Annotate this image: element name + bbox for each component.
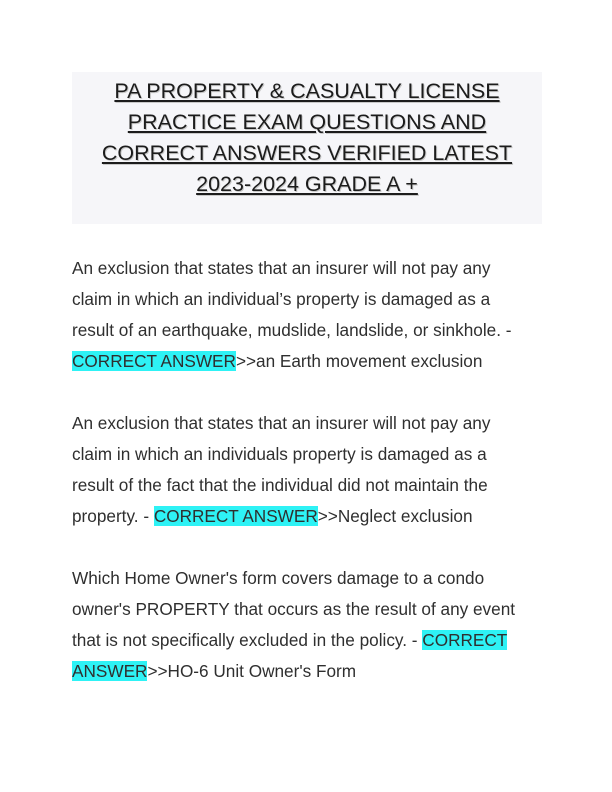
title-line-4: 2023-2024 GRADE A +	[196, 172, 418, 196]
question-text-line: result of the fact that the individual did not maintain the	[72, 475, 488, 495]
document-body	[72, 253, 542, 718]
answer-line	[72, 346, 542, 377]
question-text-line: result of an earthquake, mudslide, landslide, or sinkhole. -	[72, 320, 512, 340]
question-text-line: claim in which an individual’s property is damaged as a	[72, 289, 491, 309]
answer-text: >>an Earth movement exclusion	[235, 351, 483, 371]
correct-answer-highlight: CORRECT ANSWER	[72, 351, 236, 371]
question-text-tail: property. -	[72, 506, 154, 526]
question-text-line: An exclusion that states that an insurer will not pay any	[72, 413, 491, 433]
title-line-2: PRACTICE EXAM QUESTIONS AND	[127, 110, 487, 134]
answer-line	[72, 656, 542, 687]
answer-text: >>Neglect exclusion	[317, 506, 473, 526]
title-line-1: PA PROPERTY & CASUALTY LICENSE	[114, 79, 500, 103]
question-text-line	[72, 625, 542, 656]
question-text-line: owner's PROPERTY that occurs as the result of any event	[72, 599, 516, 619]
question-2	[72, 408, 542, 532]
question-text-line: claim in which an individuals property is damaged as a	[72, 444, 487, 464]
correct-answer-highlight: ANSWER	[72, 661, 148, 681]
document-title	[72, 72, 542, 224]
question-1	[72, 253, 542, 377]
correct-answer-highlight: CORRECT ANSWER	[153, 506, 318, 526]
title-line-3: CORRECT ANSWERS VERIFIED LATEST	[101, 141, 513, 165]
question-text-line: Which Home Owner's form covers damage to a condo	[72, 568, 485, 588]
correct-answer-highlight: CORRECT	[422, 630, 508, 650]
answer-line	[72, 501, 542, 532]
question-3	[72, 563, 542, 687]
question-text-tail: that is not specifically excluded in the policy. -	[72, 630, 423, 650]
answer-text: >>HO-6 Unit Owner's Form	[147, 661, 357, 681]
question-text-line: An exclusion that states that an insurer will not pay any	[72, 258, 491, 278]
